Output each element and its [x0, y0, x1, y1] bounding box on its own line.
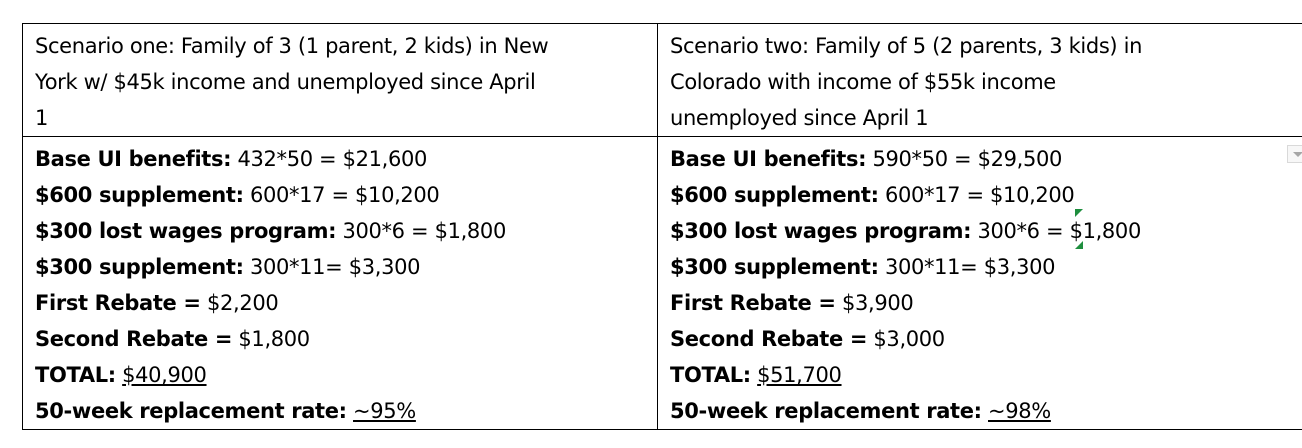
chevron-down-icon: [1293, 152, 1302, 157]
first-rebate-label: First Rebate =: [35, 291, 201, 315]
total-line: [35, 357, 647, 393]
first-rebate-line: [670, 285, 1302, 321]
scenario-two-breakdown-cell[interactable]: [658, 137, 1302, 430]
scenario-one-header-cell[interactable]: [23, 24, 658, 137]
scenario-two-title-line: Scenario two: Family of 5 (2 parents, 3 kids) in: [670, 34, 1143, 58]
supplement-300-line: [670, 249, 1302, 285]
table-header-row: [23, 24, 1302, 137]
scenario-one-title-line: York w/ $45k income and unemployed since April: [35, 70, 536, 94]
lost-wages-line: [670, 213, 1302, 249]
supplement-600-value: 600*17 = $10,200: [878, 183, 1075, 207]
base-ui-benefits-line: [35, 141, 647, 177]
total-value: $40,900: [122, 363, 207, 387]
replacement-rate-label: 50-week replacement rate:: [670, 399, 982, 423]
base-ui-benefits-value: 432*50 = $21,600: [231, 147, 428, 171]
table-body-row: [23, 137, 1302, 430]
selection-handle-end-icon[interactable]: [1075, 241, 1083, 249]
second-rebate-value: $1,800: [232, 327, 310, 351]
replacement-rate-line: [670, 393, 1302, 429]
lost-wages-line: [35, 213, 647, 249]
base-ui-benefits-line: [670, 141, 1302, 177]
second-rebate-line: [670, 321, 1302, 357]
selection-handle-start-icon[interactable]: [1075, 209, 1083, 217]
supplement-600-label: $600 supplement:: [35, 183, 244, 207]
replacement-rate-value: ~95%: [353, 399, 416, 423]
scenario-two-title-line: Colorado with income of $55k income: [670, 70, 1056, 94]
base-ui-benefits-label: Base UI benefits:: [670, 147, 867, 171]
total-label: TOTAL:: [35, 363, 116, 387]
replacement-rate-label: 50-week replacement rate:: [35, 399, 347, 423]
base-ui-benefits-label: Base UI benefits:: [35, 147, 232, 171]
supplement-600-line: [35, 177, 647, 213]
supplement-300-line: [35, 249, 647, 285]
scenario-one-breakdown-cell[interactable]: [23, 137, 658, 430]
lost-wages-label: $300 lost wages program:: [670, 219, 972, 243]
second-rebate-line: [35, 321, 647, 357]
supplement-300-value: 300*11= $3,300: [243, 255, 421, 279]
first-rebate-value: $3,900: [835, 291, 914, 315]
supplement-300-value: 300*11= $3,300: [878, 255, 1056, 279]
scenario-two-header-cell[interactable]: [658, 24, 1302, 137]
total-line: [670, 357, 1302, 393]
first-rebate-value: $2,200: [200, 291, 279, 315]
total-label: TOTAL:: [670, 363, 751, 387]
base-ui-benefits-value: 590*50 = $29,500: [866, 147, 1063, 171]
supplement-600-line: [670, 177, 1302, 213]
supplement-600-label: $600 supplement:: [670, 183, 879, 207]
scenario-one-title-line: Scenario one: Family of 3 (1 parent, 2 kids) in New: [35, 34, 549, 58]
supplement-600-value: 600*17 = $10,200: [243, 183, 440, 207]
second-rebate-value: $3,000: [867, 327, 945, 351]
scenario-comparison-table: [22, 23, 1302, 430]
replacement-rate-line: [35, 393, 647, 429]
scenario-one-title-line: 1: [35, 106, 49, 130]
replacement-rate-value: ~98%: [988, 399, 1051, 423]
second-rebate-label: Second Rebate =: [670, 327, 868, 351]
supplement-300-label: $300 supplement:: [670, 255, 879, 279]
second-rebate-label: Second Rebate =: [35, 327, 233, 351]
scenario-two-title-line: unemployed since April 1: [670, 106, 929, 130]
cell-dropdown-button[interactable]: [1287, 145, 1302, 163]
supplement-300-label: $300 supplement:: [35, 255, 244, 279]
total-value: $51,700: [757, 363, 842, 387]
lost-wages-label: $300 lost wages program:: [35, 219, 337, 243]
first-rebate-label: First Rebate =: [670, 291, 836, 315]
first-rebate-line: [35, 285, 647, 321]
lost-wages-value: 300*6 = $1,800: [971, 219, 1141, 243]
lost-wages-value: 300*6 = $1,800: [336, 219, 506, 243]
